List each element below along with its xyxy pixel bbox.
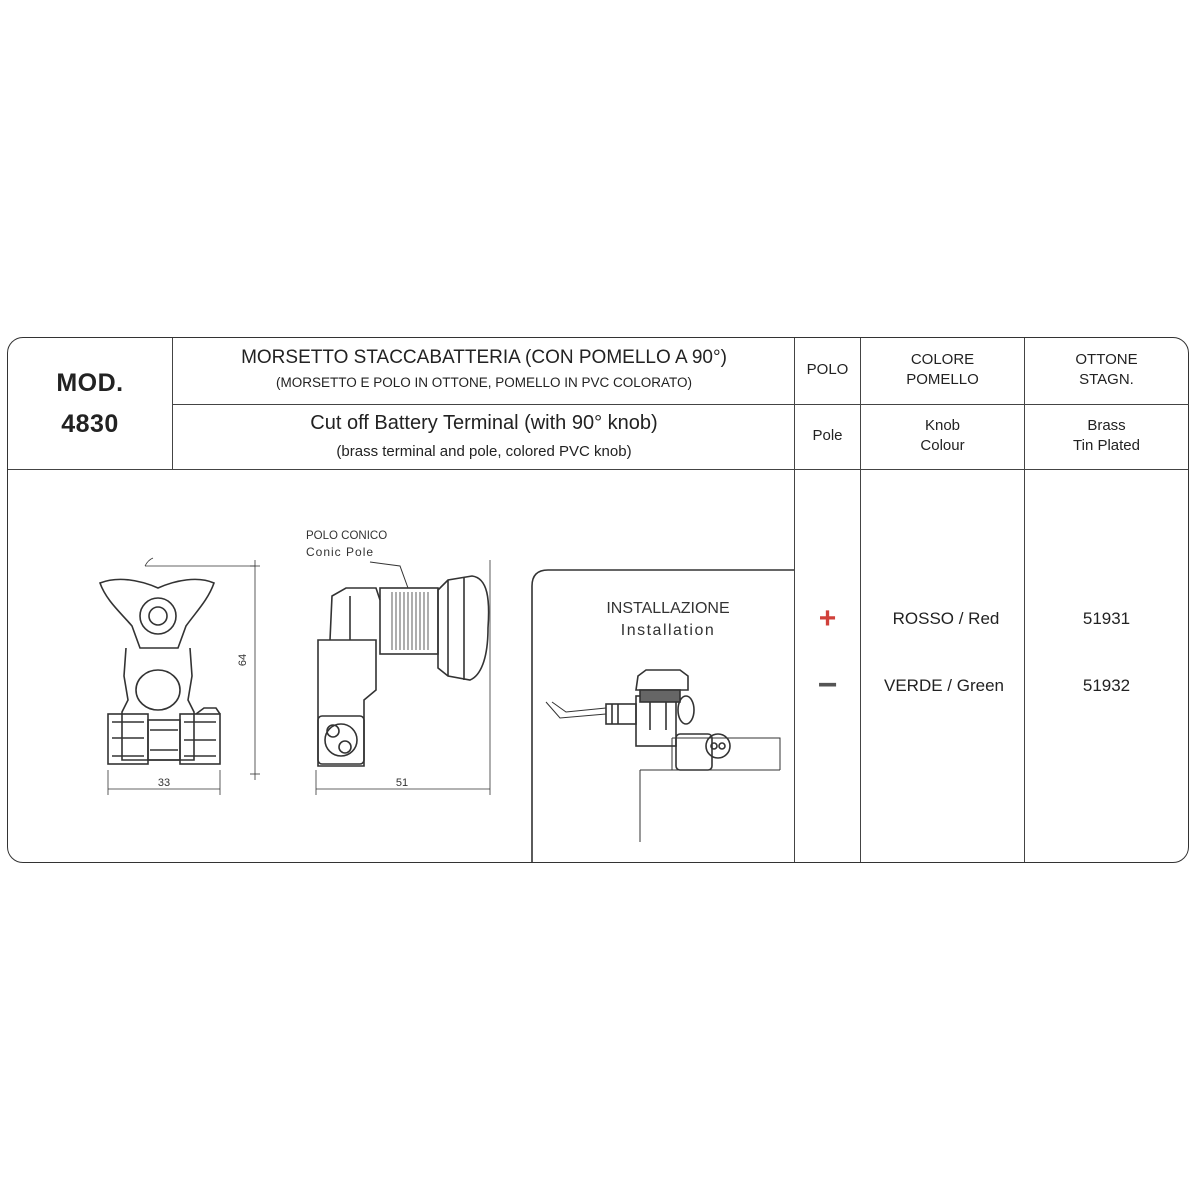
row-negative-code: 51932 bbox=[1082, 676, 1131, 695]
row-negative-colour: VERDE / Green bbox=[884, 676, 1004, 695]
header-brass-it-line1: OTTONE bbox=[1075, 351, 1138, 368]
subtitle-italian: (MORSETTO E POLO IN OTTONE, POMELLO IN PVC COLORATO) bbox=[275, 375, 693, 390]
model-number: 4830 bbox=[61, 410, 119, 438]
row-positive-pole: + bbox=[818, 602, 837, 635]
header-pole-en: Pole bbox=[812, 427, 843, 444]
model-label: MOD. bbox=[56, 369, 124, 397]
title-english: Cut off Battery Terminal (with 90° knob) bbox=[310, 412, 658, 434]
header-brass-en-line2: Tin Plated bbox=[1073, 437, 1140, 454]
dim-front-width: 33 bbox=[157, 777, 171, 789]
installation-drawing bbox=[546, 670, 780, 842]
subtitle-english: (brass terminal and pole, colored PVC knob) bbox=[336, 443, 632, 460]
install-label-it: INSTALLAZIONE bbox=[606, 600, 730, 617]
header-pole-it: POLO bbox=[806, 361, 849, 378]
pole-label-it: POLO CONICO bbox=[306, 530, 388, 542]
header-colour-it-line2: POMELLO bbox=[906, 371, 979, 388]
title-italian: MORSETTO STACCABATTERIA (CON POMELLO A 90°) bbox=[241, 347, 727, 368]
header-colour-en-line2: Colour bbox=[920, 437, 965, 454]
row-negative-pole: − bbox=[817, 666, 838, 704]
pole-label-en: Conic Pole bbox=[306, 545, 375, 559]
dim-side-width: 51 bbox=[395, 777, 409, 789]
front-view-drawing bbox=[100, 558, 260, 795]
row-positive-code: 51931 bbox=[1082, 609, 1131, 628]
header-brass-it-line2: STAGN. bbox=[1079, 371, 1134, 388]
install-label-en: Installation bbox=[620, 622, 716, 639]
dim-height: 64 bbox=[237, 653, 249, 667]
header-colour-it-line1: COLORE bbox=[910, 351, 975, 368]
header-brass-en-line1: Brass bbox=[1087, 417, 1126, 434]
header-colour-en-line1: Knob bbox=[924, 417, 961, 434]
row-positive-colour: ROSSO / Red bbox=[892, 609, 1000, 628]
side-view-drawing bbox=[316, 560, 490, 795]
